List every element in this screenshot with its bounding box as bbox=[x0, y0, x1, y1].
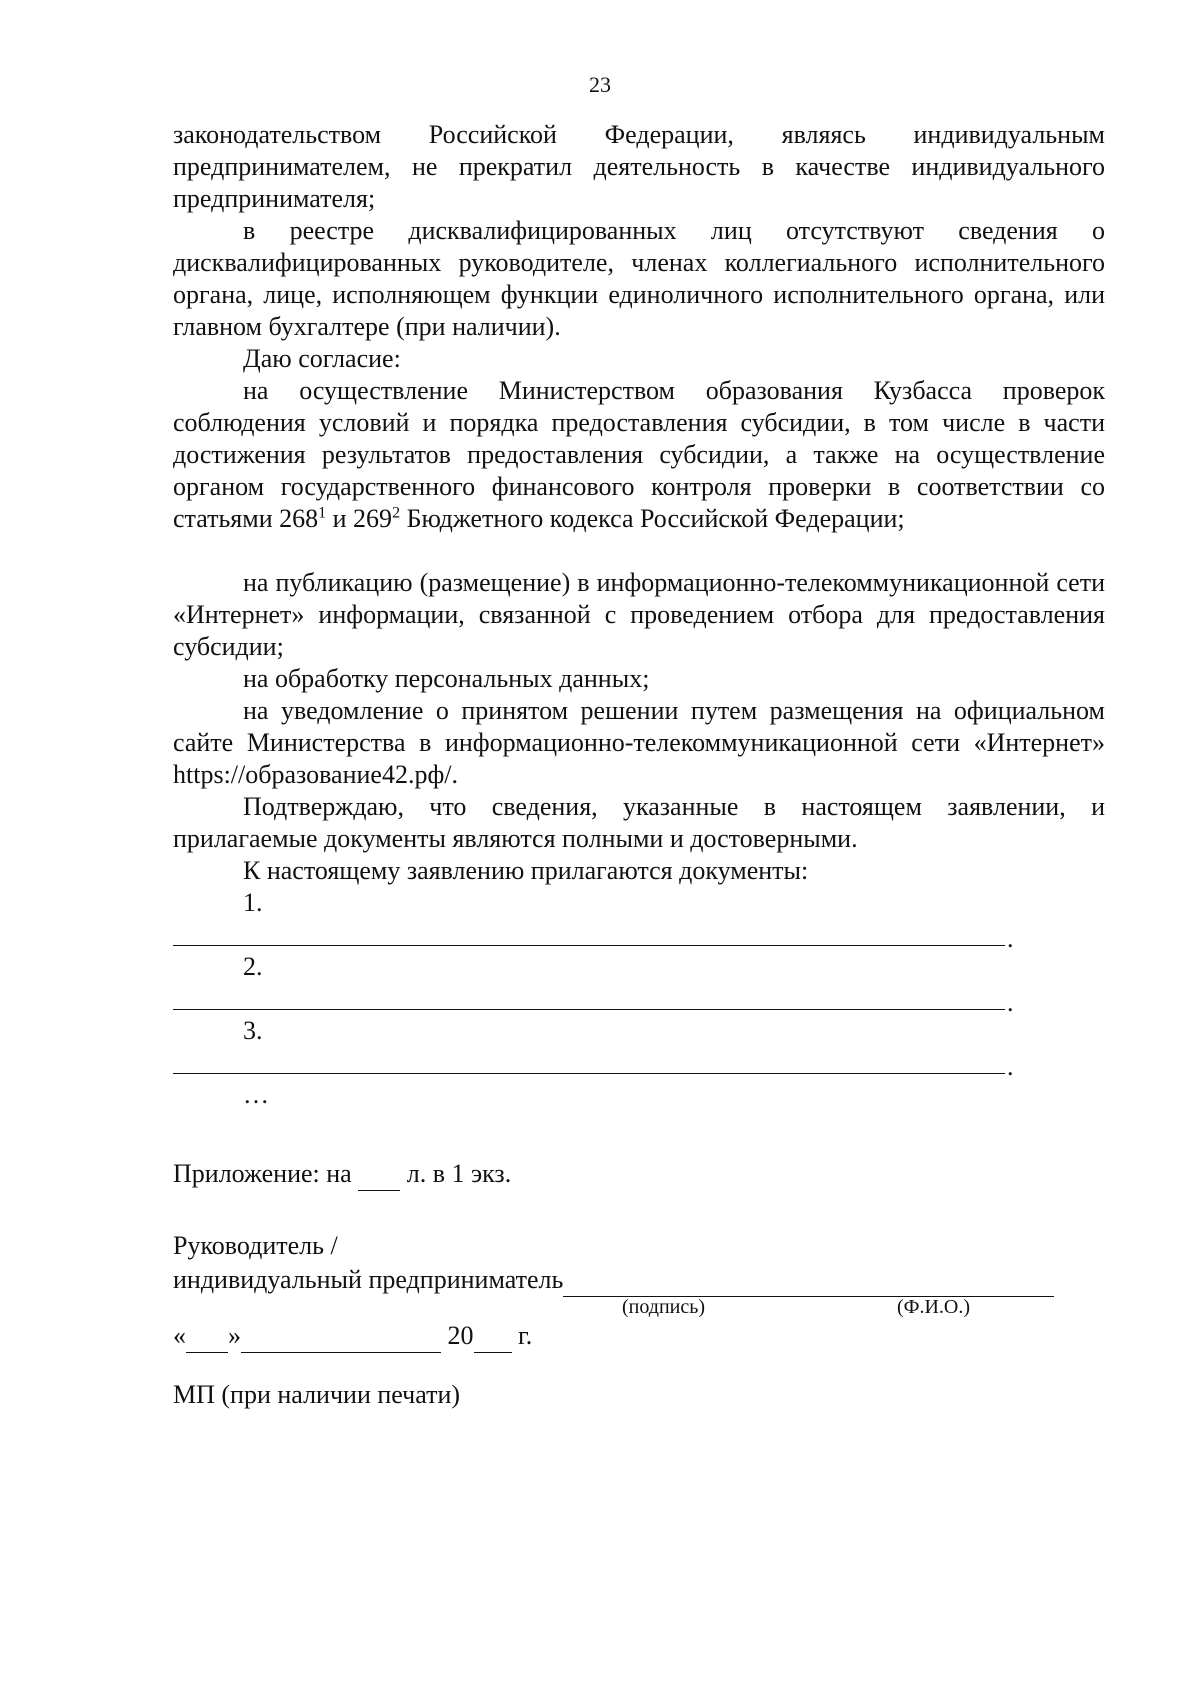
superscript-1: 1 bbox=[318, 504, 327, 522]
paragraph-continuation: законодательством Российской Федерации, являясь индивидуальным предпринимателем, не прекратил деятельность в качестве индивидуального предпринимателя; bbox=[173, 120, 1105, 213]
appendix-line: Приложение: на л. в 1 экз. bbox=[173, 1158, 1105, 1191]
signature-blank bbox=[563, 1264, 1054, 1297]
doc-item-line-end: . bbox=[1007, 924, 1014, 953]
paragraph-disqualified-registry: в реестре дисквалифицированных лиц отсутствуют сведения о дисквалифицированных руководителе, членах коллегиального исполнительного органа, лице, исполняющем функции единоличного исполнительного органа, или главном бухгалтере (при наличии). bbox=[173, 216, 1105, 341]
doc-item-number: 3. bbox=[243, 1016, 263, 1045]
page-number: 23 bbox=[589, 72, 611, 97]
date-year-blank bbox=[474, 1320, 512, 1353]
signature-role-ip: индивидуальный предприниматель bbox=[173, 1264, 1105, 1297]
date-month-blank bbox=[241, 1320, 441, 1353]
caption-full-name: (Ф.И.О.) bbox=[897, 1296, 971, 1318]
paragraph-consent-notification: на уведомление о принятом решении путем размещения на официальном сайте Министерства в информационно-телекоммуникационной сети «Интернет» https://образование42.рф/. bbox=[173, 696, 1105, 789]
date-day-blank bbox=[186, 1320, 228, 1353]
caption-signature: (подпись) bbox=[622, 1296, 706, 1318]
date-line: « » 20 г. bbox=[173, 1320, 1105, 1353]
stamp-note: МП (при наличии печати) bbox=[173, 1380, 461, 1409]
doc-list-ellipsis: … bbox=[243, 1080, 269, 1109]
signature-role: Руководитель / bbox=[173, 1231, 338, 1260]
doc-item-line bbox=[173, 1009, 1005, 1010]
doc-item-line-end: . bbox=[1007, 988, 1014, 1017]
superscript-2: 2 bbox=[392, 504, 401, 522]
paragraph-consent-heading: Даю согласие: bbox=[243, 344, 401, 373]
paragraph-consent-personal-data: на обработку персональных данных; bbox=[243, 664, 650, 693]
doc-item-line-end: . bbox=[1007, 1052, 1014, 1081]
paragraph-attachments-intro: К настоящему заявлению прилагаются документы: bbox=[243, 856, 809, 885]
doc-item-number: 1. bbox=[243, 888, 263, 917]
appendix-pages-blank bbox=[358, 1158, 400, 1191]
paragraph-consent-publication: на публикацию (размещение) в информационно-телекоммуникационной сети «Интернет» информации, связанной с проведением отбора для предоставления субсидии; bbox=[173, 568, 1105, 661]
paragraph-consent-inspection: на осуществление Министерством образования Кузбасса проверок соблюдения условий и порядка предоставления субсидии, в том числе в части достижения результатов предоставления субсидии, а также на осуществление органом государственного финансового контроля проверки в соответствии со статьями $268^1$ и $269^2$ Бюджетного кодекса Российской Федерации; bbox=[173, 376, 1105, 533]
doc-item-number: 2. bbox=[243, 952, 263, 981]
paragraph-confirmation: Подтверждаю, что сведения, указанные в настоящем заявлении, и прилагаемые документы являются полными и достоверными. bbox=[173, 792, 1105, 853]
doc-item-line bbox=[173, 945, 1005, 946]
doc-item-line bbox=[173, 1073, 1005, 1074]
